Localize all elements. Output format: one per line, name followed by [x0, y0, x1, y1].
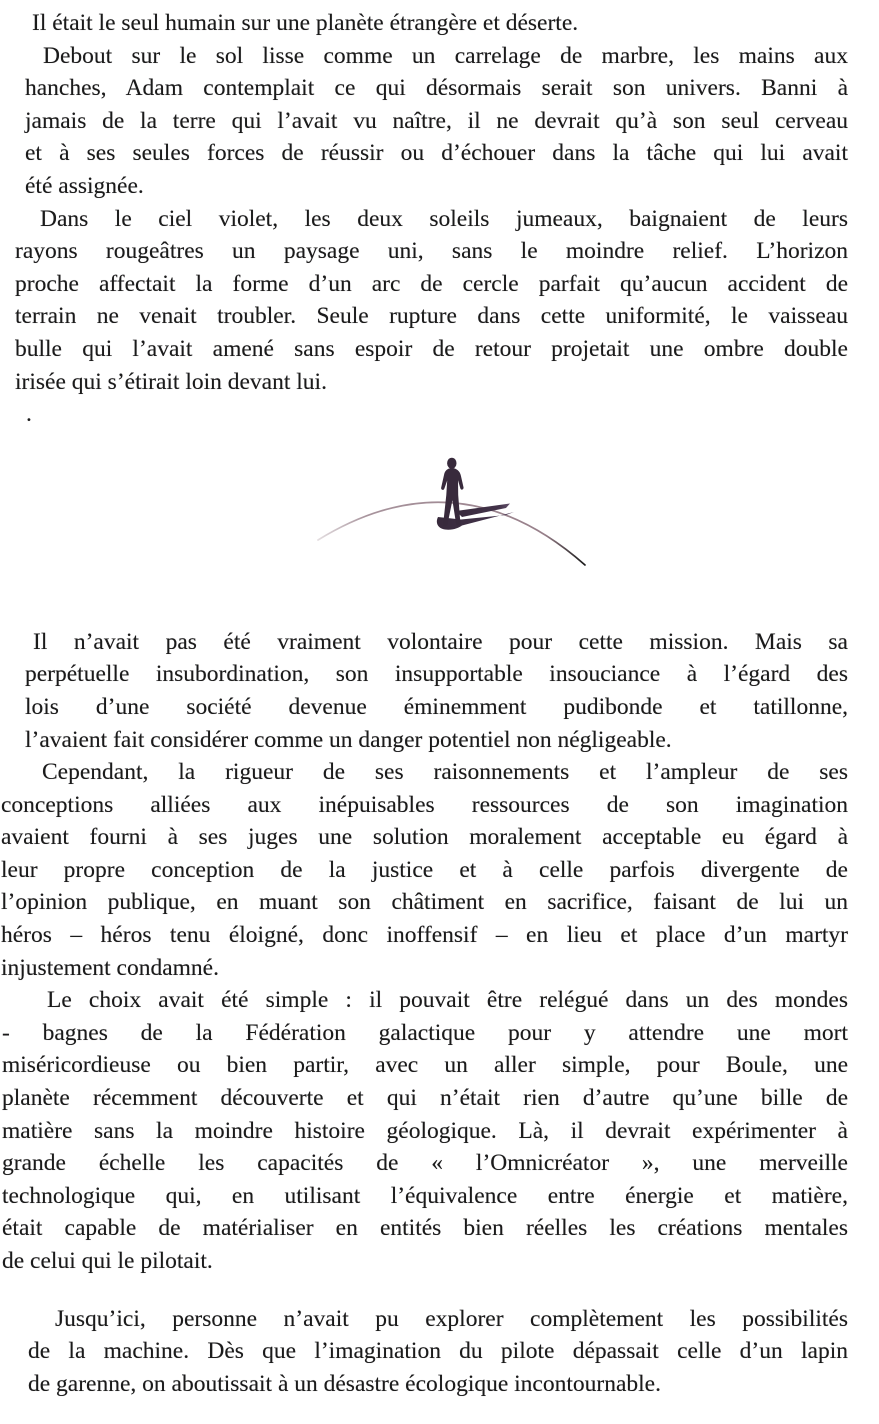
paragraph-1 [26, 7, 848, 40]
planet-horizon-illustration [310, 455, 610, 605]
text-line: bulle qui l’avait amené sans espoir de retour projetait une ombre double [15, 335, 848, 362]
text-line: matière sans la moindre histoire géologique. Là, il devrait expérimenter à [2, 1117, 848, 1144]
text-line: été assignée. [25, 172, 144, 199]
text-line: technologique qui, en utilisant l’équivalence entre énergie et matière, [2, 1182, 848, 1209]
text-line: perpétuelle insubordination, son insupportable insouciance à l’égard des [25, 661, 848, 688]
text-line: était capable de matérialiser en entités bien réelles les créations mentales [2, 1215, 848, 1242]
text-line: planète récemment découverte et qui n’était rien d’autre qu’une bille de [2, 1085, 848, 1112]
text-line: . [26, 401, 32, 428]
stray-period-line [26, 398, 848, 431]
text-line: injustement condamné. [1, 954, 219, 981]
text-line: l’opinion publique, en muant son châtiment en sacrifice, faisant de lui un [1, 889, 848, 916]
text-line: et à ses seules forces de réussir ou d’échouer dans la tâche qui lui avait [25, 140, 848, 167]
text-line: leur propre conception de la justice et à celle parfois divergente de [1, 856, 848, 883]
text-line: avaient fourni à ses juges une solution moralement acceptable eu égard à [1, 824, 848, 851]
text-line: Debout sur le sol lisse comme un carrelage de marbre, les mains aux [43, 42, 848, 69]
text-line: Il n’avait pas été vraiment volontaire pour cette mission. Mais sa [33, 628, 848, 655]
text-line: de la machine. Dès que l’imagination du pilote dépassait celle d’un lapin [28, 1338, 848, 1365]
text-line: de garenne, on aboutissait à un désastre écologique incontournable. [28, 1370, 661, 1397]
paragraph-2 [25, 40, 848, 203]
horizon-arc-line [318, 502, 585, 565]
paragraph-gap [0, 1278, 879, 1303]
paragraph-4 [25, 626, 848, 756]
text-line: Cependant, la rigueur de ses raisonnements et l’ampleur de ses [42, 759, 848, 786]
text-line: miséricordieuse ou bien partir, avec un aller simple, pour Boule, une [2, 1052, 848, 1079]
scene-illustration [0, 431, 879, 626]
text-line: Dans le ciel violet, les deux soleils jumeaux, baignaient de leurs [40, 205, 848, 232]
text-line: l’avaient fait considérer comme un danger potentiel non négligeable. [25, 726, 672, 753]
text-line: irisée qui s’étirait loin devant lui. [15, 368, 327, 395]
paragraph-7 [28, 1303, 848, 1401]
text-line: Le choix avait été simple : il pouvait être relégué dans un des mondes [47, 987, 848, 1014]
text-line: de celui qui le pilotait. [2, 1248, 213, 1274]
text-line: - bagnes de la Fédération galactique pour y attendre une mort [2, 1019, 848, 1046]
text-line: conceptions alliées aux inépuisables ressources de son imagination [1, 791, 848, 818]
text-line: jamais de la terre qui l’avait vu naître, il ne devrait qu’à son seul cerveau [25, 107, 848, 134]
paragraph-3 [15, 203, 848, 399]
text-line: hanches, Adam contemplait ce qui désormais serait son univers. Banni à [25, 75, 848, 102]
man-silhouette-body [441, 468, 463, 526]
text-line: Il était le seul humain sur une planète étrangère et déserte. [32, 10, 579, 36]
text-line: rayons rougeâtres un paysage uni, sans le moindre relief. L’horizon [15, 238, 848, 265]
text-line: Jusqu’ici, personne n’avait pu explorer complètement les possibilités [55, 1305, 848, 1332]
text-line: grande échelle les capacités de « l’Omnicréator », une merveille [2, 1150, 848, 1177]
man-silhouette-head [447, 457, 456, 468]
text-line: lois d’une société devenue éminemment pudibonde et tatillonne, [25, 693, 848, 720]
text-line: héros – héros tenu éloigné, donc inoffensif – en lieu et place d’un martyr [1, 922, 848, 949]
paragraph-5 [1, 756, 848, 984]
double-shadow-upper-prong [456, 503, 510, 517]
text-line: proche affectait la forme d’un arc de cercle parfait qu’aucun accident de [15, 270, 848, 297]
text-line: terrain ne venait troubler. Seule rupture dans cette uniformité, le vaisseau [15, 303, 848, 330]
paragraph-6 [2, 984, 848, 1277]
